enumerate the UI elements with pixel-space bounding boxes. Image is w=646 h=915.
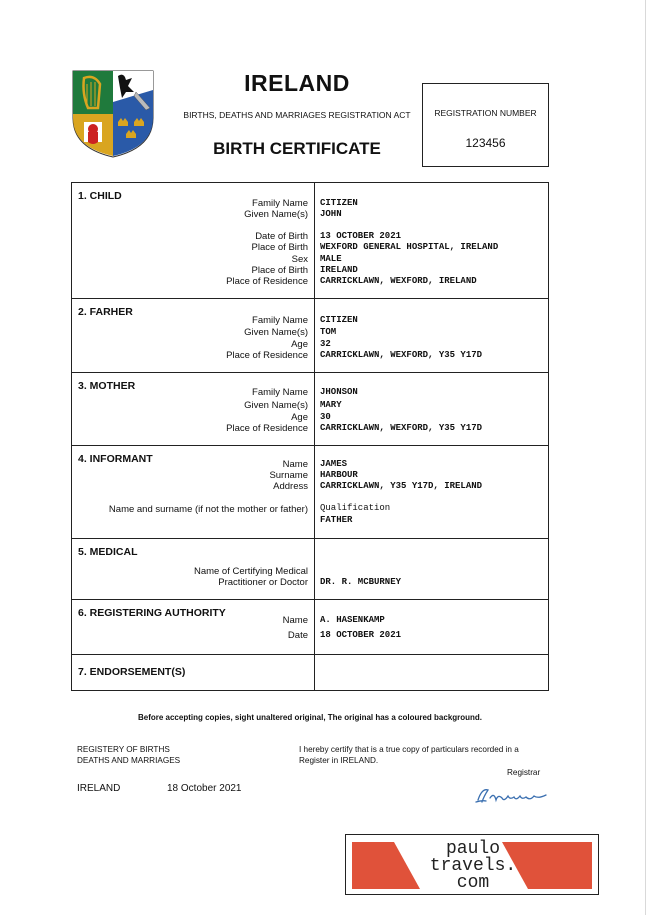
registration-number-label: REGISTRATION NUMBER xyxy=(434,108,537,118)
field-value: IRELAND xyxy=(320,265,358,275)
logo-wordmark xyxy=(346,841,599,892)
section-endorsements xyxy=(72,655,548,690)
field-value: WEXFORD GENERAL HOSPITAL, IRELAND xyxy=(320,242,499,252)
section-heading: 7. ENDORSEMENT(S) xyxy=(78,666,186,678)
field-label: Name xyxy=(282,615,308,626)
field-value: A. HASENKAMP xyxy=(320,615,385,625)
issuing-country: IRELAND xyxy=(77,783,121,794)
field-label: Surname xyxy=(269,470,308,481)
section-father xyxy=(72,299,548,373)
field-label: Place of Residence xyxy=(226,276,308,287)
field-value: JHONSON xyxy=(320,387,358,397)
field-value: JOHN xyxy=(320,209,342,219)
section-heading: 3. MOTHER xyxy=(78,380,136,392)
registration-act-line: BIRTHS, DEATHS AND MARRIAGES REGISTRATION ACT xyxy=(183,110,411,120)
field-label: Date of Birth xyxy=(255,231,308,242)
field-value: 13 OCTOBER 2021 xyxy=(320,231,402,241)
field-label: Place of Birth xyxy=(251,242,308,253)
section-child xyxy=(72,183,548,299)
document-type-title: BIRTH CERTIFICATE xyxy=(213,139,381,158)
field-value: FATHER xyxy=(320,515,353,525)
certify-line: I hereby certify that is a true copy of particulars recorded in a xyxy=(299,745,519,754)
registry-line: DEATHS AND MARRIAGES xyxy=(77,756,181,765)
logo-line: com xyxy=(456,873,490,893)
logo-line: paulo xyxy=(445,839,500,859)
section-heading: 5. MEDICAL xyxy=(78,546,138,558)
field-value: CARRICKLAWN, WEXFORD, Y35 Y17D xyxy=(320,350,483,360)
section-heading: 4. INFORMANT xyxy=(78,453,153,465)
section-informant xyxy=(72,446,548,539)
registration-number-value: 123456 xyxy=(465,136,506,150)
field-value: MALE xyxy=(320,254,342,264)
field-label: Given Name(s) xyxy=(244,327,308,338)
field-value: CARRICKLAWN, WEXFORD, IRELAND xyxy=(320,276,477,286)
field-label: Sex xyxy=(291,254,308,265)
field-label: Family Name xyxy=(252,387,308,398)
field-value: JAMES xyxy=(320,459,348,469)
field-value: HARBOUR xyxy=(320,470,358,480)
original-notice: Before accepting copies, sight unaltered original, The original has a coloured background. xyxy=(137,713,483,722)
field-label: Place of Residence xyxy=(226,350,308,361)
field-value: 18 OCTOBER 2021 xyxy=(320,630,402,640)
certify-line: Register in IRELAND. xyxy=(299,756,379,765)
field-value: CARRICKLAWN, WEXFORD, Y35 Y17D xyxy=(320,423,483,433)
section-registering-authority xyxy=(72,600,548,655)
section-heading: 1. CHILD xyxy=(78,190,122,202)
field-label: Place of Residence xyxy=(226,423,308,434)
field-label: Given Name(s) xyxy=(244,400,308,411)
registry-name xyxy=(77,744,180,766)
certification-statement xyxy=(299,744,549,766)
document-country-title: IRELAND xyxy=(244,70,350,96)
section-medical xyxy=(72,539,548,600)
issue-date: 18 October 2021 xyxy=(167,783,242,794)
field-label: Name of Certifying Medical xyxy=(193,566,308,577)
field-label: Name and surname (if not the mother or father) xyxy=(108,504,308,515)
section-heading: 6. REGISTERING AUTHORITY xyxy=(78,607,226,619)
field-value: 32 xyxy=(320,339,331,349)
paulo-travels-logo xyxy=(345,834,599,895)
section-heading: 2. FARHER xyxy=(78,306,133,318)
field-label: Place of Birth xyxy=(251,265,308,276)
field-value: CITIZEN xyxy=(320,315,358,325)
field-label: Age xyxy=(291,412,308,423)
registration-number-box xyxy=(422,83,549,167)
field-label: Family Name xyxy=(252,198,308,209)
field-value: CITIZEN xyxy=(320,198,358,208)
field-label: Date xyxy=(287,630,308,641)
section-mother xyxy=(72,373,548,446)
field-label: Address xyxy=(273,481,308,492)
field-label: Given Name(s) xyxy=(244,209,308,220)
field-value: CARRICKLAWN, Y35 Y17D, IRELAND xyxy=(320,481,483,491)
field-label: Name xyxy=(282,459,308,470)
field-value: 30 xyxy=(320,412,331,422)
field-label: Practitioner or Doctor xyxy=(218,577,308,588)
field-value: TOM xyxy=(320,327,337,337)
field-value: MARY xyxy=(320,400,342,410)
field-label: Qualification xyxy=(320,503,391,513)
field-label: Age xyxy=(291,339,308,350)
registrar-label: Registrar xyxy=(507,768,541,777)
field-value: DR. R. MCBURNEY xyxy=(320,577,402,587)
certificate-form-table xyxy=(71,182,549,691)
registrar-signature xyxy=(472,784,552,806)
ireland-provinces-crest-icon xyxy=(72,70,154,158)
logo-line: travels. xyxy=(429,856,517,876)
field-label: Family Name xyxy=(252,315,308,326)
registry-line: REGISTERY OF BIRTHS xyxy=(77,745,170,754)
